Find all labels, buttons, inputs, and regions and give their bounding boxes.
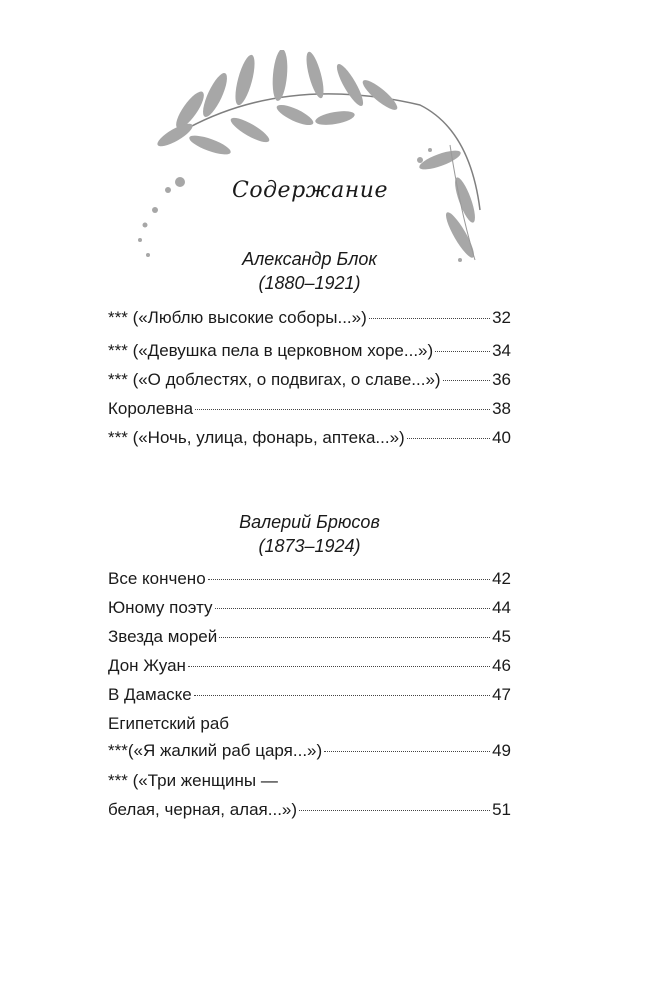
author-years: (1880–1921) bbox=[258, 273, 361, 293]
author-heading bbox=[108, 510, 511, 558]
leaf-wreath-illustration bbox=[120, 50, 490, 275]
dot-leader bbox=[324, 750, 490, 752]
entry-page: 45 bbox=[492, 627, 511, 646]
entry-title: Звезда морей bbox=[108, 627, 218, 646]
author-name: Александр Блок bbox=[242, 249, 377, 269]
dot-leader bbox=[369, 317, 490, 319]
dot-leader bbox=[208, 578, 490, 580]
toc-entry[interactable] bbox=[108, 368, 511, 392]
dot-leader bbox=[194, 694, 490, 696]
entry-page: 49 bbox=[492, 741, 511, 760]
toc-entry[interactable] bbox=[108, 306, 511, 330]
dot-leader bbox=[435, 350, 490, 352]
toc-entry[interactable] bbox=[108, 596, 511, 620]
entry-title: Дон Жуан bbox=[108, 656, 186, 675]
page-title: Содержание bbox=[232, 178, 388, 203]
entry-title: белая, черная, алая...») bbox=[108, 800, 298, 819]
dot-leader bbox=[195, 408, 490, 410]
entry-title: *** («Люблю высокие соборы...») bbox=[108, 308, 367, 327]
dot-leader bbox=[215, 607, 491, 609]
author-name: Валерий Брюсов bbox=[239, 512, 380, 532]
toc-entry[interactable] bbox=[108, 397, 511, 421]
toc-entry[interactable] bbox=[108, 339, 511, 363]
entry-page: 42 bbox=[492, 569, 511, 588]
entry-page: 46 bbox=[492, 656, 511, 675]
dot-leader bbox=[188, 665, 490, 667]
toc-entry[interactable] bbox=[108, 426, 511, 450]
entry-title: Королевна bbox=[108, 399, 194, 418]
dot-leader bbox=[299, 809, 490, 811]
entry-title: ***(«Я жалкий раб царя...») bbox=[108, 741, 323, 760]
toc-entry[interactable] bbox=[108, 683, 511, 707]
entry-page: 40 bbox=[492, 428, 511, 447]
entry-title: Юному поэту bbox=[108, 598, 213, 617]
toc-entry[interactable] bbox=[108, 654, 511, 678]
entry-page: 44 bbox=[492, 598, 511, 617]
entry-page: 51 bbox=[492, 800, 511, 819]
author-years: (1873–1924) bbox=[258, 536, 361, 556]
entry-page: 38 bbox=[492, 399, 511, 418]
entry-title: *** («Ночь, улица, фонарь, аптека...») bbox=[108, 428, 405, 447]
entry-page: 32 bbox=[492, 308, 511, 327]
toc-entry[interactable] bbox=[108, 798, 511, 822]
dot-leader bbox=[407, 437, 490, 439]
entry-title: В Дамаске bbox=[108, 685, 192, 704]
entry-title: Все кончено bbox=[108, 569, 206, 588]
toc-entry-heading[interactable]: *** («Три женщины — bbox=[108, 771, 278, 790]
toc-entry[interactable] bbox=[108, 739, 511, 763]
dot-leader bbox=[443, 379, 491, 381]
toc-entry[interactable] bbox=[108, 567, 511, 591]
toc-entry[interactable] bbox=[108, 625, 511, 649]
entry-title: *** («О доблестях, о подвигах, о славе...») bbox=[108, 370, 441, 389]
entry-page: 34 bbox=[492, 341, 511, 360]
entry-page: 36 bbox=[492, 370, 511, 389]
toc-entry-heading[interactable]: Египетский раб bbox=[108, 714, 230, 733]
entry-title: *** («Девушка пела в церковном хоре...») bbox=[108, 341, 434, 360]
entry-page: 47 bbox=[492, 685, 511, 704]
dot-leader bbox=[219, 636, 490, 638]
author-heading bbox=[108, 247, 511, 295]
